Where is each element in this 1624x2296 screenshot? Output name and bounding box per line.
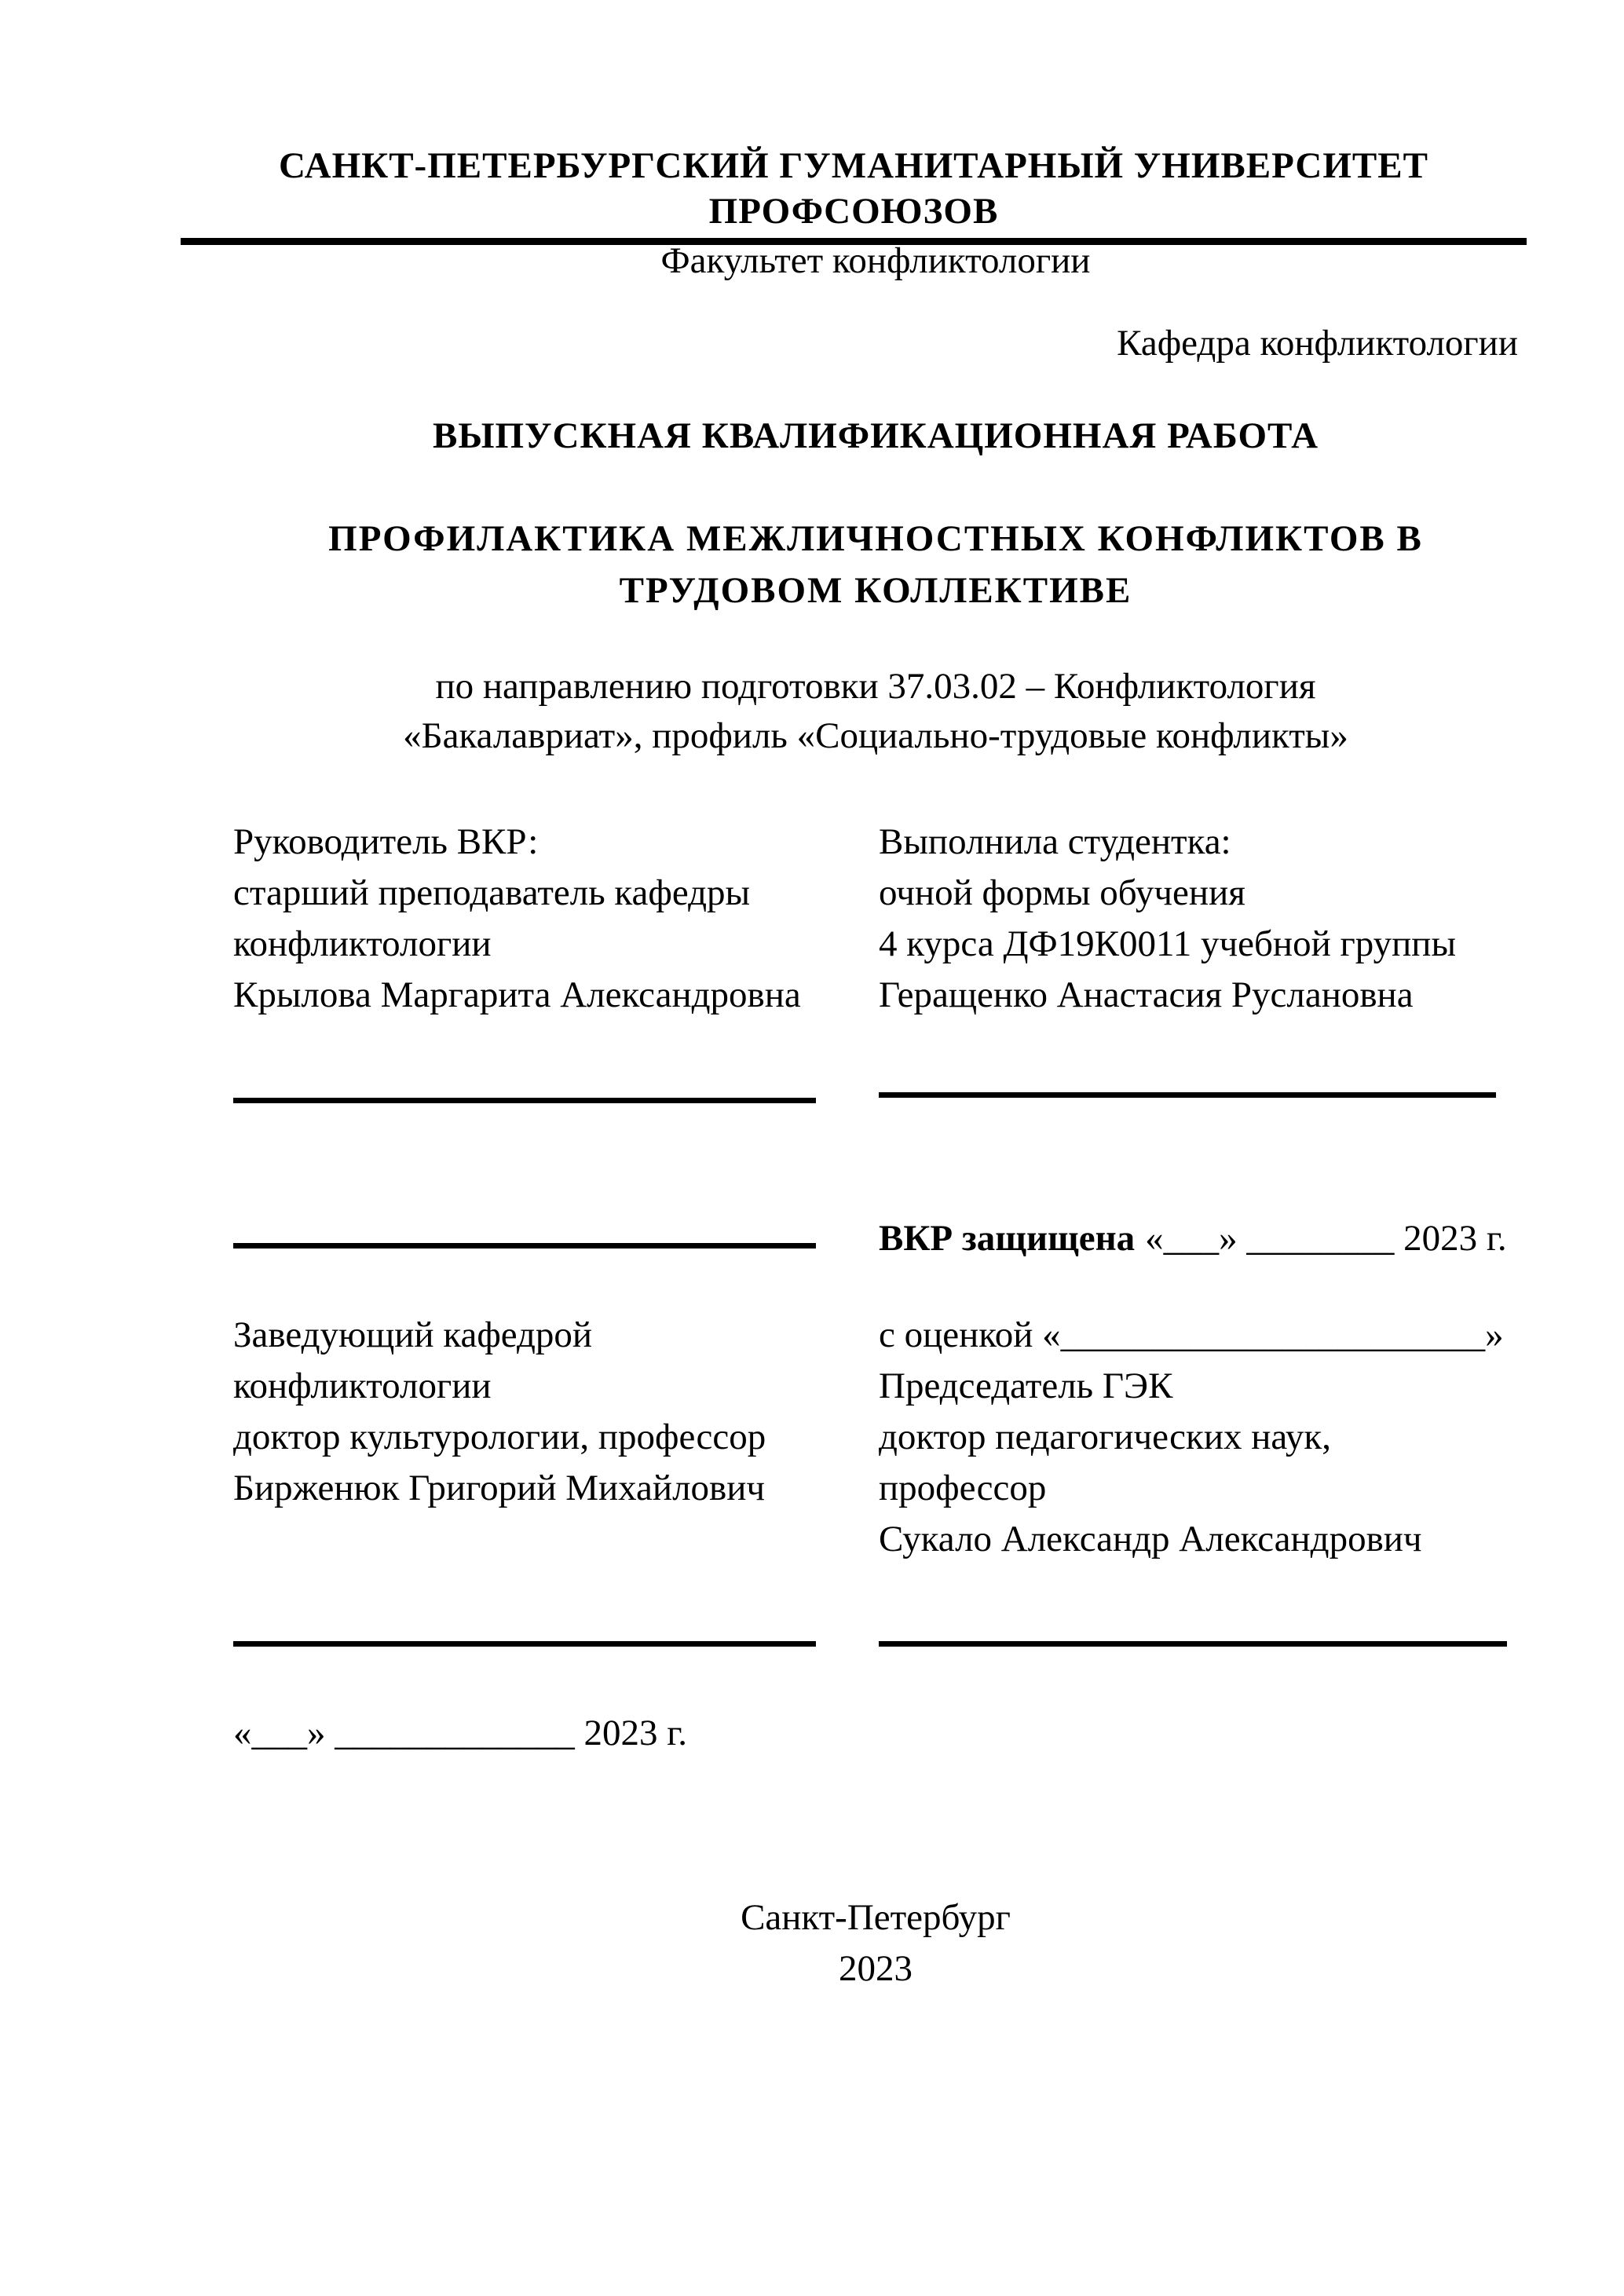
supervisor-position-line1: старший преподаватель кафедры bbox=[233, 872, 751, 913]
department-head-degree: доктор культурологии, профессор bbox=[233, 1417, 766, 1457]
gek-chair-block bbox=[879, 1310, 1531, 1565]
gek-chair-name: Сукало Александр Александрович bbox=[879, 1519, 1422, 1559]
program-line1: по направлению подготовки 37.03.02 – Конфликтология bbox=[435, 666, 1316, 707]
gek-chair-role: Председатель ГЭК bbox=[879, 1366, 1173, 1406]
gek-chair-degree-line1: доктор педагогических наук, bbox=[879, 1417, 1331, 1457]
department-head-role-line1: Заведующий кафедрой bbox=[233, 1314, 593, 1355]
supervisor-name: Крылова Маргарита Александровна bbox=[233, 974, 801, 1015]
student-signature-line bbox=[879, 1092, 1496, 1098]
department-head-signature-line-lower bbox=[233, 1641, 816, 1647]
defense-date-blank: «___» ________ 2023 г. bbox=[1145, 1218, 1507, 1259]
faculty-name: Факультет конфликтологии bbox=[660, 240, 1091, 281]
gek-chair-signature-line bbox=[879, 1641, 1507, 1647]
department-head-signature-line-upper bbox=[233, 1243, 816, 1249]
supervisor-position-line2: конфликтологии bbox=[233, 923, 492, 964]
thesis-title-line1: ПРОФИЛАКТИКА МЕЖЛИЧНОСТНЫХ КОНФЛИКТОВ В bbox=[328, 518, 1423, 559]
university-name: САНКТ-ПЕТЕРБУРГСКИЙ ГУМАНИТАРНЫЙ УНИВЕРСИТЕТ ПРОФСОЮЗОВ bbox=[181, 143, 1527, 245]
defense-date-line bbox=[879, 1213, 1531, 1264]
student-info-line1: очной формы обучения bbox=[879, 872, 1245, 913]
thesis-title bbox=[233, 513, 1518, 616]
department-head-block bbox=[233, 1310, 861, 1514]
student-name: Геращенко Анастасия Руслановна bbox=[879, 974, 1414, 1015]
supervisor-block bbox=[233, 817, 861, 1021]
defense-label: ВКР защищена bbox=[879, 1218, 1136, 1259]
work-type-title: ВЫПУСКНАЯ КВАЛИФИКАЦИОННАЯ РАБОТА bbox=[432, 415, 1319, 456]
grade-blank-line: с оценкой «_______________________» bbox=[879, 1314, 1504, 1355]
department-head-role-line2: конфликтологии bbox=[233, 1366, 492, 1406]
gek-chair-degree-line2: профессор bbox=[879, 1468, 1047, 1508]
department-name: Кафедра конфликтологии bbox=[1117, 323, 1518, 364]
department-head-name: Бирженюк Григорий Михайлович bbox=[233, 1468, 766, 1508]
student-block bbox=[879, 817, 1531, 1021]
student-role: Выполнила студентка: bbox=[879, 821, 1231, 862]
supervisor-role: Руководитель ВКР: bbox=[233, 821, 539, 862]
year-label: 2023 bbox=[839, 1948, 913, 1989]
program-info bbox=[233, 662, 1518, 761]
city-label: Санкт-Петербург bbox=[741, 1897, 1011, 1938]
footer-block bbox=[233, 1892, 1518, 1994]
approval-date-blank: «___» _____________ 2023 г. bbox=[233, 1713, 687, 1753]
thesis-title-line2: ТРУДОВОМ КОЛЛЕКТИВЕ bbox=[619, 570, 1132, 611]
student-info-line2: 4 курса ДФ19К0011 учебной группы bbox=[879, 923, 1457, 964]
program-line2: «Бакалавриат», профиль «Социально-трудовые конфликты» bbox=[403, 715, 1348, 756]
supervisor-signature-line bbox=[233, 1098, 816, 1103]
